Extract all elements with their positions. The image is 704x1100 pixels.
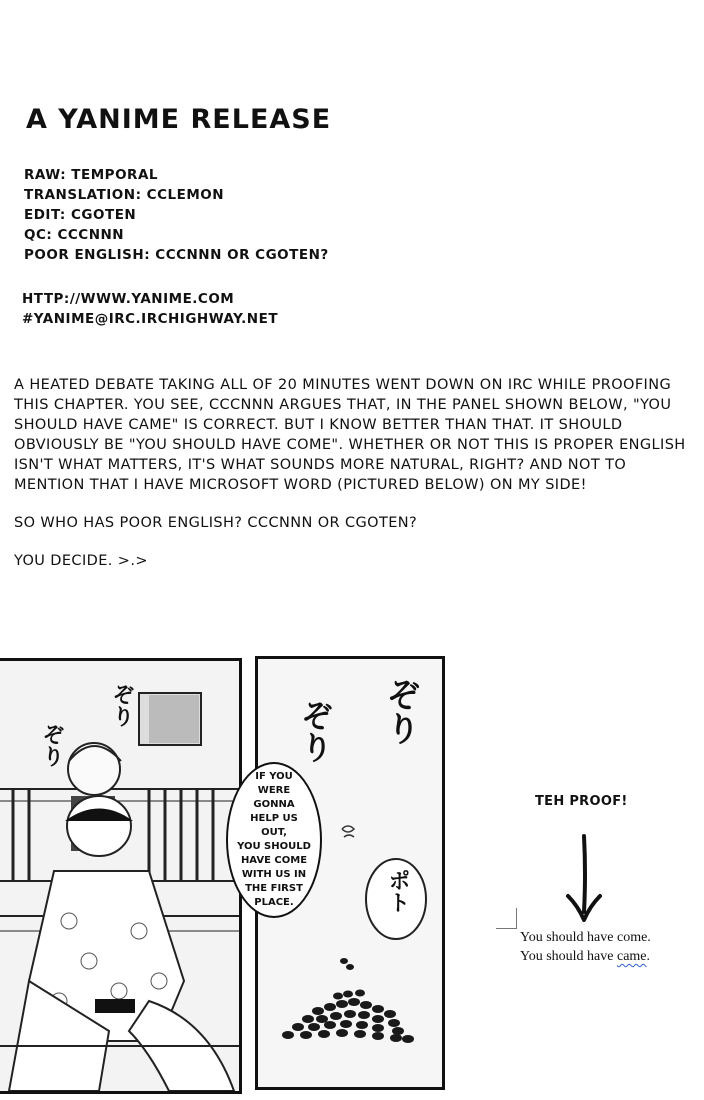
- word-line-flagged: [520, 949, 650, 965]
- sfx-zori-right-2: ぞり: [296, 699, 334, 763]
- speech-bubble: [226, 762, 322, 918]
- sfx-poto: ポト: [385, 869, 410, 913]
- speech-bubble-text: IF YOU WERE GONNA HELP US OUT, YOU SHOULD HAVE COME WITH US IN THE FIRST PLACE.: [237, 771, 311, 908]
- essay-paragraph-1: A HEATED DEBATE TAKING ALL OF 20 MINUTES WENT DOWN ON IRC WHILE PROOFING THIS CHAPTER. YOU SEE, CCCNNN ARGUES THAT, IN THE PANEL SHOWN BELOW, "YOU SHOULD HAVE CAME" IS CORRECT. BUT I KNOW BETTER THAN THAT. IT SHOULD OBVIOUSLY BE "YOU SHOULD HAVE COME". WHETHER OR NOT THIS IS PROPER ENGLISH ISN'T WHAT MATTERS, IT'S WHAT SOUNDS MORE NATURAL, RIGHT? AND NOT TO MENTION THAT I HAVE MICROSOFT WORD (PICTURED BELOW) ON MY SIDE!: [14, 377, 686, 493]
- word-line-correct: You should have come.: [520, 930, 651, 945]
- essay-paragraph-2: SO WHO HAS POOR ENGLISH? CCCNNN OR CGOTEN?: [14, 515, 418, 531]
- credit-poor-english: POOR ENGLISH: CCCNNN OR CGOTEN?: [24, 247, 329, 263]
- credit-edit: EDIT: CGOTEN: [24, 207, 137, 223]
- website-link[interactable]: HTTP://WWW.YANIME.COM: [22, 291, 235, 307]
- spellcheck-flagged-word[interactable]: came: [616, 949, 647, 964]
- irc-channel-link[interactable]: #YANIME@IRC.IRCHIGHWAY.NET: [22, 311, 279, 327]
- essay-paragraph-3: YOU DECIDE. >.>: [14, 553, 148, 569]
- sfx-zori-left-2: ぞり: [39, 723, 65, 767]
- sfx-zori-left-1: ぞり: [109, 683, 135, 727]
- sfx-zori-right-1: ぞり: [380, 677, 420, 745]
- release-title: A YANIME RELEASE: [26, 104, 332, 135]
- word-line-prefix: You should have: [520, 949, 617, 964]
- word-line-suffix: .: [646, 949, 651, 964]
- credit-raw: RAW: TEMPORAL: [24, 167, 158, 183]
- credits-list: [24, 165, 329, 265]
- manga-panel-left: [0, 658, 242, 1094]
- word-margin-mark: [496, 908, 517, 929]
- credit-translation: TRANSLATION: CCLEMON: [24, 187, 225, 203]
- debate-essay: [14, 375, 694, 589]
- links-block: [22, 289, 278, 329]
- arrow-down-icon: [564, 834, 604, 924]
- credit-qc: QC: CCCNNN: [24, 227, 125, 243]
- proof-label: TEH PROOF!: [535, 794, 628, 809]
